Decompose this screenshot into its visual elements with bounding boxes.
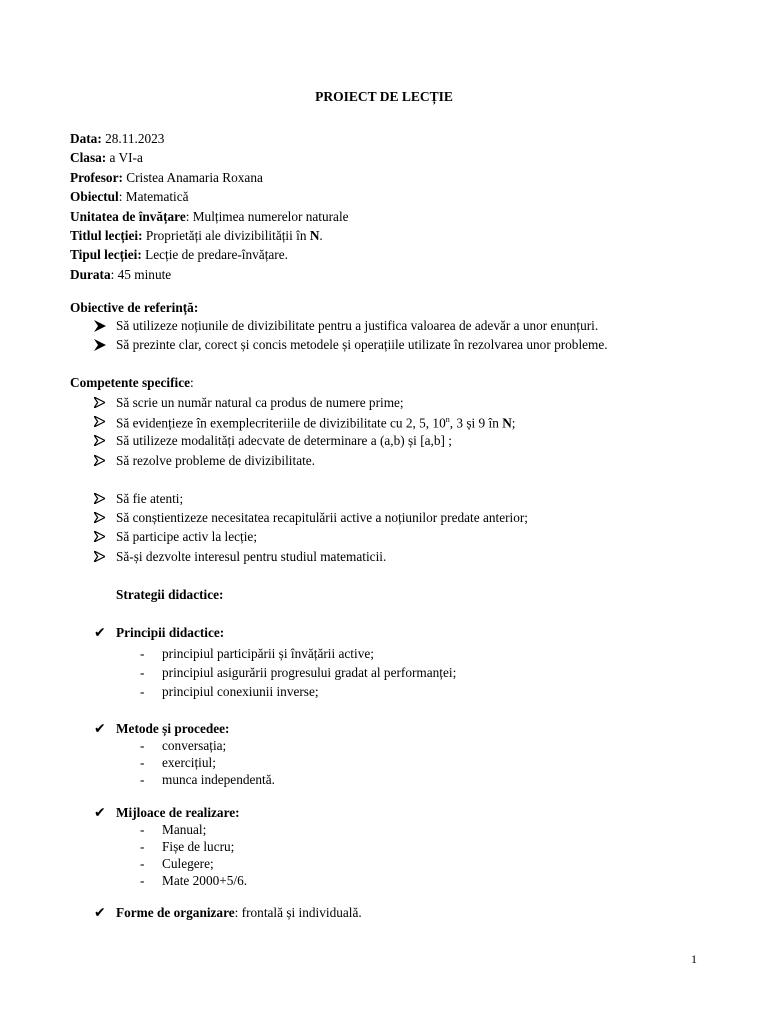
dash-bullet: - <box>140 646 145 661</box>
info-obiectul <box>70 187 349 206</box>
list-item-text: Să-și dezvolte interesul pentru studiul matematicii. <box>116 548 387 564</box>
info-value: : Mulțimea numerelor naturale <box>185 208 349 224</box>
info-unitatea <box>70 207 349 226</box>
list-item <box>140 754 275 771</box>
info-value: : 45 minute <box>110 266 172 282</box>
principii-heading <box>94 625 224 641</box>
info-data <box>70 129 349 148</box>
mijloace-heading <box>94 805 240 821</box>
list-item <box>94 489 528 508</box>
lesson-info <box>70 129 349 284</box>
item-text: Să evidențieze în exemplecriteriile de divizibilitate cu 2, 5, 10 <box>116 415 446 431</box>
arrowhead-bullet-icon <box>94 339 116 351</box>
arrowhead-bullet-icon <box>94 320 116 332</box>
list-item <box>94 508 528 527</box>
list-item <box>94 335 608 354</box>
info-label: Durata <box>70 266 111 282</box>
list-item-text: Să rezolve probleme de divizibilitate. <box>116 452 316 468</box>
info-value: Cristea Anamaria Roxana <box>122 169 263 185</box>
list-item-text: Să participe activ la lecție; <box>116 529 258 545</box>
list-item-text: exercițiul; <box>162 755 216 770</box>
check-mark-icon: ✔ <box>94 625 106 641</box>
list-item <box>140 682 456 701</box>
naturals-symbol: N <box>502 415 512 431</box>
heading-text: Metode și procedee: <box>116 721 230 736</box>
list-item <box>140 821 247 838</box>
item-text-rest: , 3 și 9 în <box>449 415 503 431</box>
list-item-text: principiul conexiunii inverse; <box>162 684 319 699</box>
mijloace-list <box>140 821 247 889</box>
info-label: Titlul lecției: <box>70 227 143 243</box>
list-item <box>94 412 516 431</box>
heading-suffix: : <box>190 375 194 390</box>
info-profesor <box>70 168 349 187</box>
list-item <box>94 393 516 412</box>
arrowhead-bullet-icon <box>94 397 116 408</box>
obiective-heading: Obiective de referință: <box>70 300 199 315</box>
list-item-text: Să fie atenti; <box>116 491 184 506</box>
info-tipul <box>70 245 349 264</box>
list-item-text: principiul asigurării progresului gradat al performanței; <box>162 665 457 680</box>
arrowhead-bullet-icon <box>94 416 116 427</box>
list-item <box>140 771 275 788</box>
dash-bullet: - <box>140 772 145 787</box>
info-label: Profesor: <box>70 169 123 185</box>
list-item <box>94 547 528 566</box>
list-item <box>94 431 516 450</box>
superscript: n <box>445 415 450 425</box>
arrowhead-bullet-icon <box>94 455 116 466</box>
list-item <box>94 451 516 470</box>
list-item-text: Mate 2000+5/6. <box>162 873 248 888</box>
dash-bullet: - <box>140 839 145 854</box>
list-item <box>140 872 247 889</box>
info-durata <box>70 265 349 284</box>
list-item-text: Să conștientizeze necesitatea recapitulării active a noțiunilor predate anterior; <box>116 510 529 526</box>
list-item-text: munca independentă. <box>162 772 275 787</box>
list-item <box>140 737 275 754</box>
page-title: PROIECT DE LECȚIE <box>315 89 453 104</box>
arrowhead-bullet-icon <box>94 435 116 446</box>
check-mark-icon: ✔ <box>94 905 106 921</box>
arrowhead-bullet-icon <box>94 493 116 504</box>
info-value: Lecție de predare-învățare. <box>141 247 288 263</box>
strategii-heading: Strategii didactice: <box>116 587 224 602</box>
competente-heading-text: Competente specifice <box>70 375 190 390</box>
info-titlul <box>70 226 349 245</box>
info-value: Proprietăți ale divizibilității în <box>142 227 310 243</box>
competente-heading <box>70 375 194 391</box>
heading-value: : frontală și individuală. <box>234 905 362 920</box>
metode-list <box>140 737 275 788</box>
info-value: : Matematică <box>118 189 189 205</box>
list-item <box>140 644 456 663</box>
arrowhead-bullet-icon <box>94 531 116 542</box>
info-clasa <box>70 148 349 167</box>
list-item-text: Să scrie un număr natural ca produs de numere prime; <box>116 395 404 410</box>
info-label: Obiectul <box>70 189 119 205</box>
list-item <box>140 663 456 682</box>
info-value: a VI-a <box>106 150 143 166</box>
dash-bullet: - <box>140 684 145 699</box>
list-item <box>140 855 247 872</box>
atitudini-list <box>94 489 528 566</box>
item-text-end: ; <box>511 415 516 431</box>
heading-text: Mijloace de realizare: <box>116 805 240 820</box>
obiective-list <box>94 316 608 354</box>
list-item-text: Să prezinte clar, corect și concis metodele și operațiile utilizate în rezolvarea unor probleme. <box>116 337 608 353</box>
info-value: 28.11.2023 <box>101 131 165 146</box>
list-item <box>140 838 247 855</box>
list-item-text: Fișe de lucru; <box>162 839 235 854</box>
principii-list <box>140 644 456 701</box>
dash-bullet: - <box>140 755 145 770</box>
check-mark-icon: ✔ <box>94 805 106 821</box>
list-item-text: principiul participării și învățării active; <box>162 646 374 661</box>
dash-bullet: - <box>140 873 145 888</box>
list-item-text: Culegere; <box>162 856 214 871</box>
dash-bullet: - <box>140 665 145 680</box>
arrowhead-bullet-icon <box>94 551 116 562</box>
naturals-symbol: N <box>309 227 320 243</box>
metode-heading <box>94 721 229 737</box>
check-mark-icon: ✔ <box>94 721 106 737</box>
heading-text: Principii didactice: <box>116 625 225 640</box>
list-item-text: Manual; <box>162 822 207 837</box>
dash-bullet: - <box>140 856 145 871</box>
forme-heading <box>94 905 362 921</box>
dash-bullet: - <box>140 738 145 753</box>
list-item-text: Să utilizeze modalități adecvate de determinare a (a,b) și [a,b] ; <box>116 433 452 449</box>
list-item-text: conversația; <box>162 738 227 753</box>
info-label: Data: <box>70 131 102 146</box>
list-item-text: Să utilizeze noțiunile de divizibilitate pentru a justifica valoarea de adevăr a unor enunțuri. <box>116 318 599 333</box>
competente-list <box>94 393 516 470</box>
dash-bullet: - <box>140 822 145 837</box>
list-item-text <box>116 410 516 433</box>
list-item <box>94 316 608 335</box>
page-number: 1 <box>691 952 697 966</box>
list-item <box>94 527 528 546</box>
heading-text: Forme de organizare <box>116 905 235 920</box>
info-label: Unitatea de învățare <box>70 208 186 224</box>
arrowhead-bullet-icon <box>94 512 116 523</box>
info-value-end: . <box>319 227 323 243</box>
info-label: Tipul lecției: <box>70 247 142 263</box>
info-label: Clasa: <box>70 150 107 166</box>
